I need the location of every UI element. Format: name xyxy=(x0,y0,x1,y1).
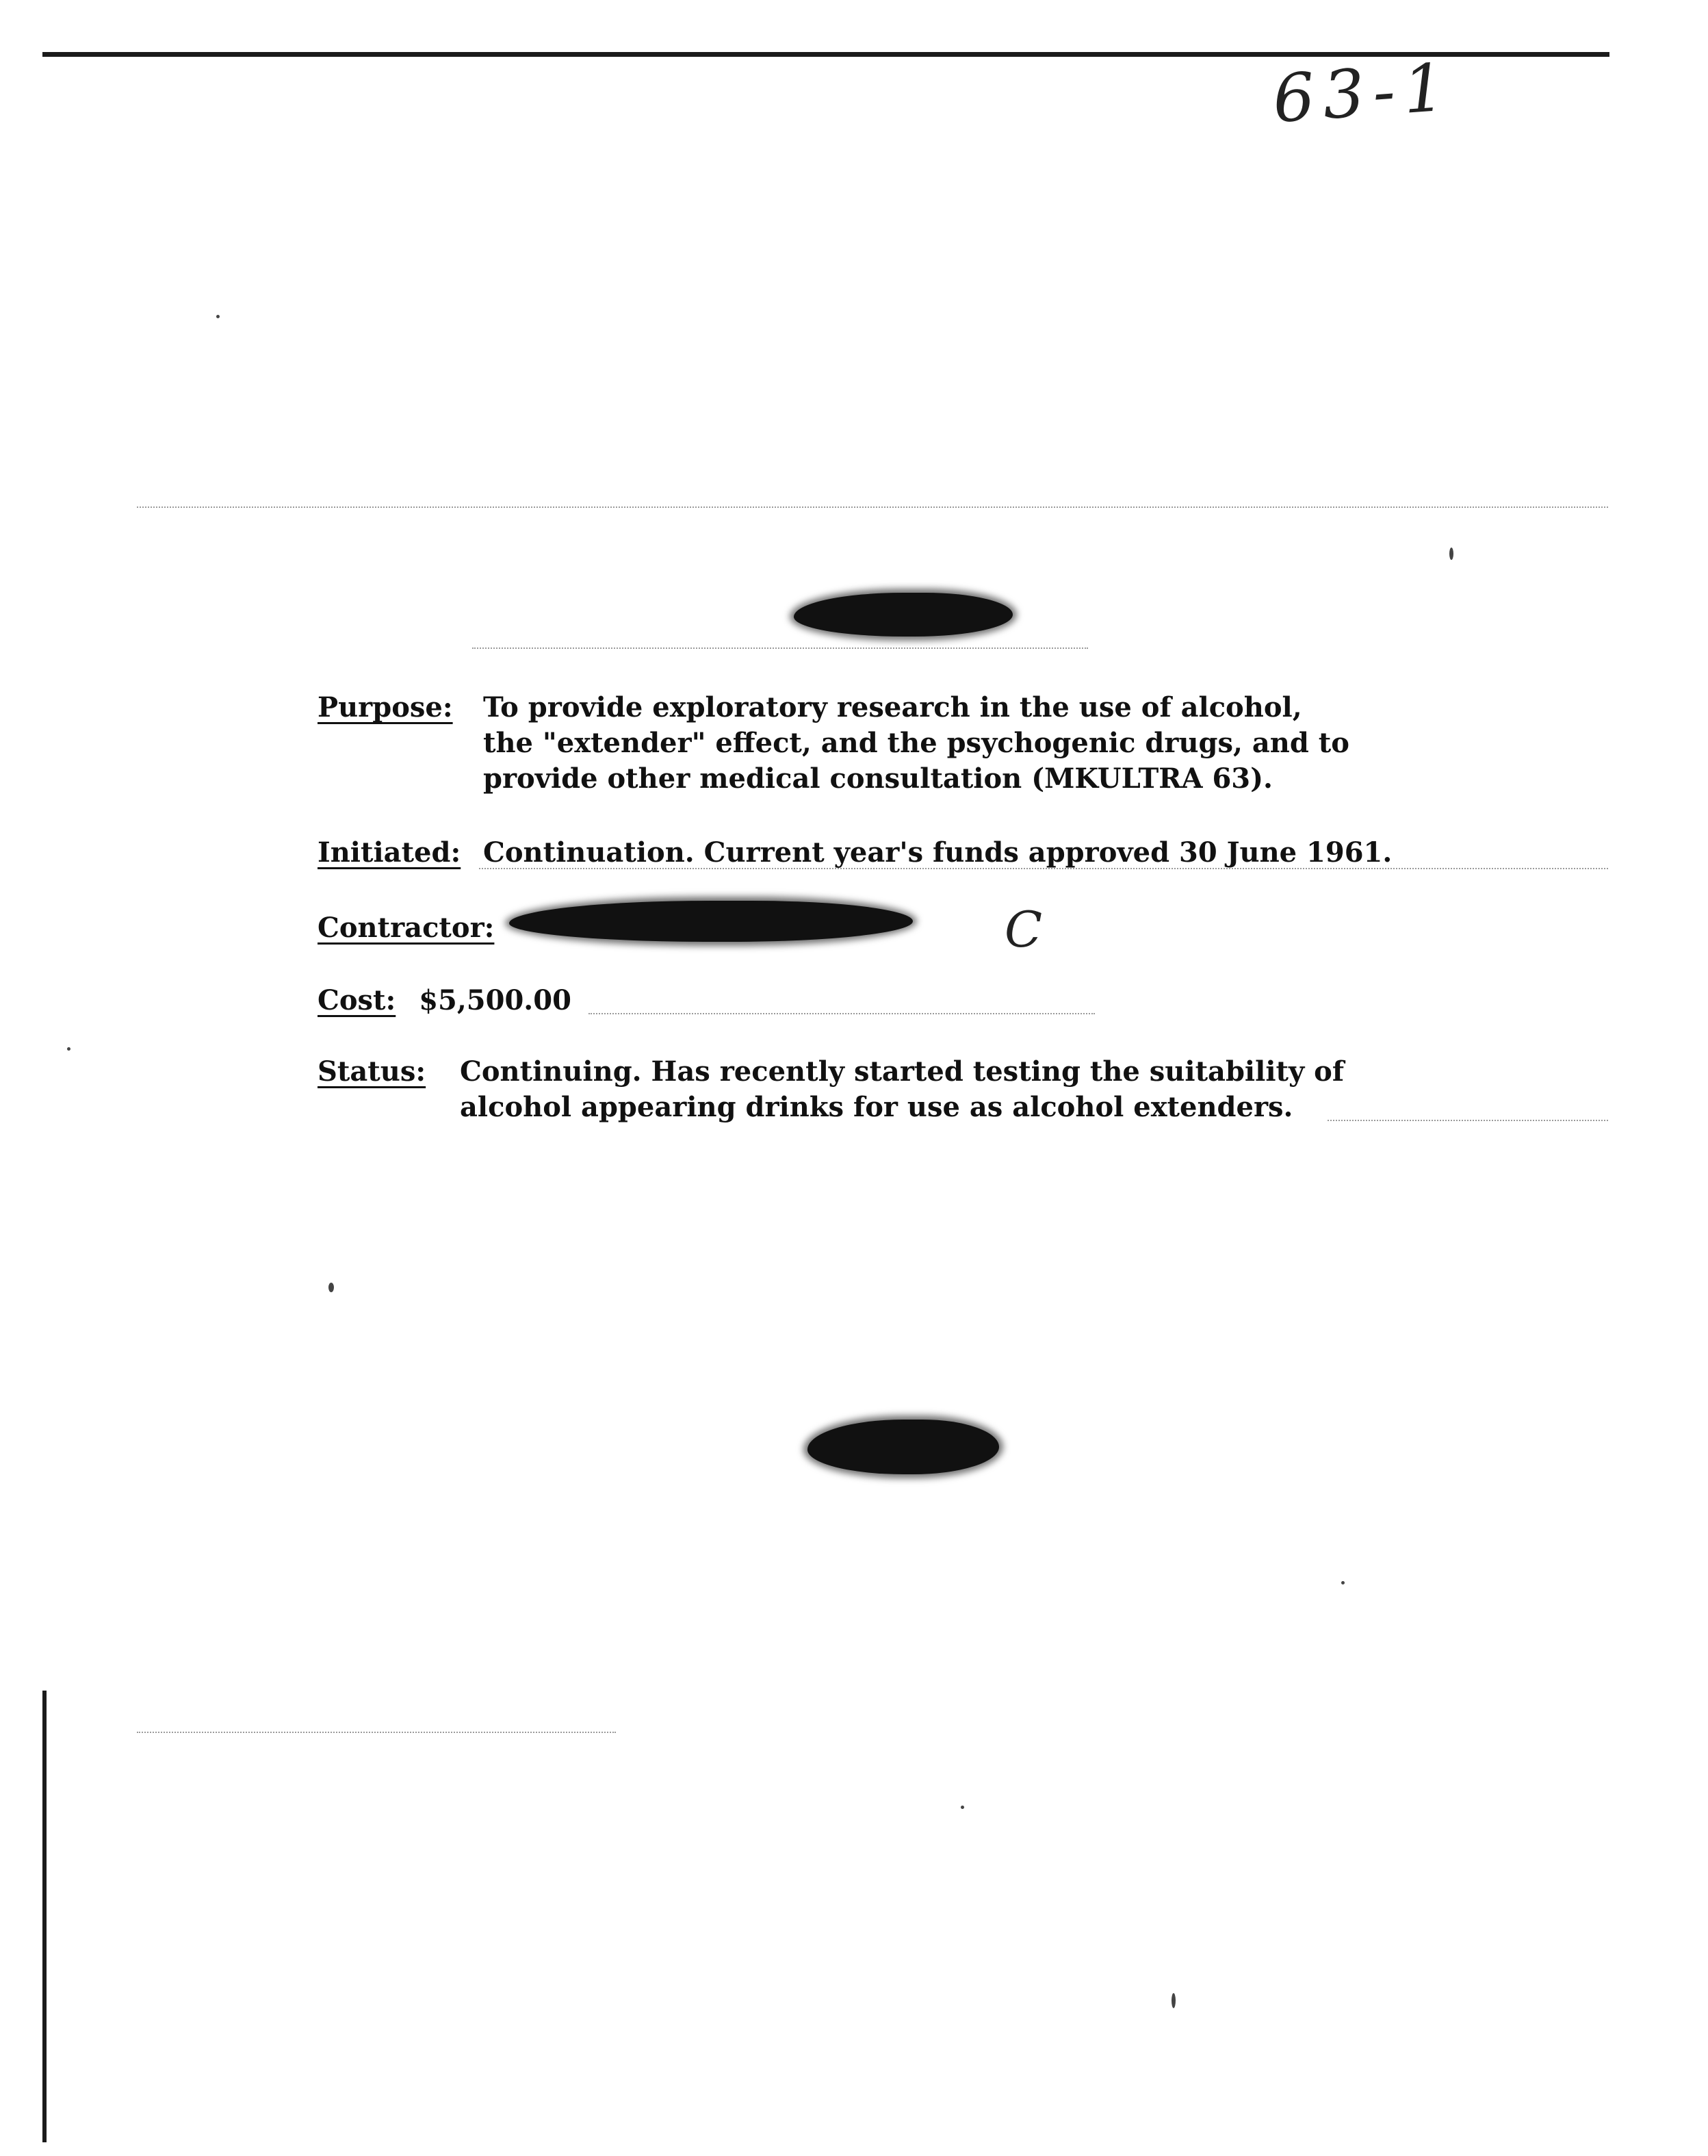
initiated-label: Initiated: xyxy=(318,836,461,869)
handwritten-page-number: 63-1 xyxy=(1270,48,1456,138)
cost-label: Cost: xyxy=(318,984,396,1016)
redaction-contractor xyxy=(509,901,913,942)
redaction-bottom xyxy=(807,1420,999,1474)
contractor-label: Contractor: xyxy=(318,912,495,944)
left-border-rule xyxy=(42,1691,47,2142)
initiated-field xyxy=(318,835,461,871)
purpose-text xyxy=(483,690,1349,797)
purpose-line: To provide exploratory research in the use of alcohol, xyxy=(483,691,1302,723)
scan-line xyxy=(137,506,1608,508)
scan-speck xyxy=(1172,1993,1176,2008)
status-field xyxy=(318,1054,426,1090)
scan-speck xyxy=(328,1283,334,1292)
scan-line xyxy=(137,1732,616,1733)
contractor-field xyxy=(318,910,494,946)
purpose-line: provide other medical consultation (MKULTRA 63). xyxy=(483,762,1273,795)
purpose-line: the "extender" effect, and the psychogenic drugs, and to xyxy=(483,727,1349,759)
scan-line xyxy=(1328,1120,1608,1121)
purpose-label: Purpose: xyxy=(318,691,453,723)
purpose-field xyxy=(318,690,453,726)
status-label: Status: xyxy=(318,1055,426,1088)
scan-speck xyxy=(1341,1581,1345,1584)
scan-speck xyxy=(961,1806,964,1809)
initiated-value: Continuation. Current year's funds approved 30 June 1961. xyxy=(483,836,1393,869)
scan-speck xyxy=(67,1047,70,1051)
redaction-top xyxy=(794,593,1013,637)
scan-line xyxy=(472,647,1088,649)
cost-value: $5,500.00 xyxy=(419,984,571,1016)
status-text xyxy=(460,1054,1344,1125)
status-line: alcohol appearing drinks for use as alcohol extenders. xyxy=(460,1091,1293,1123)
scan-speck xyxy=(216,315,220,318)
scan-line xyxy=(588,1013,1095,1014)
handwritten-mark: C xyxy=(1005,901,1043,958)
scan-speck xyxy=(1449,548,1453,560)
cost-field xyxy=(318,983,571,1018)
status-line: Continuing. Has recently started testing the suitability of xyxy=(460,1055,1345,1088)
